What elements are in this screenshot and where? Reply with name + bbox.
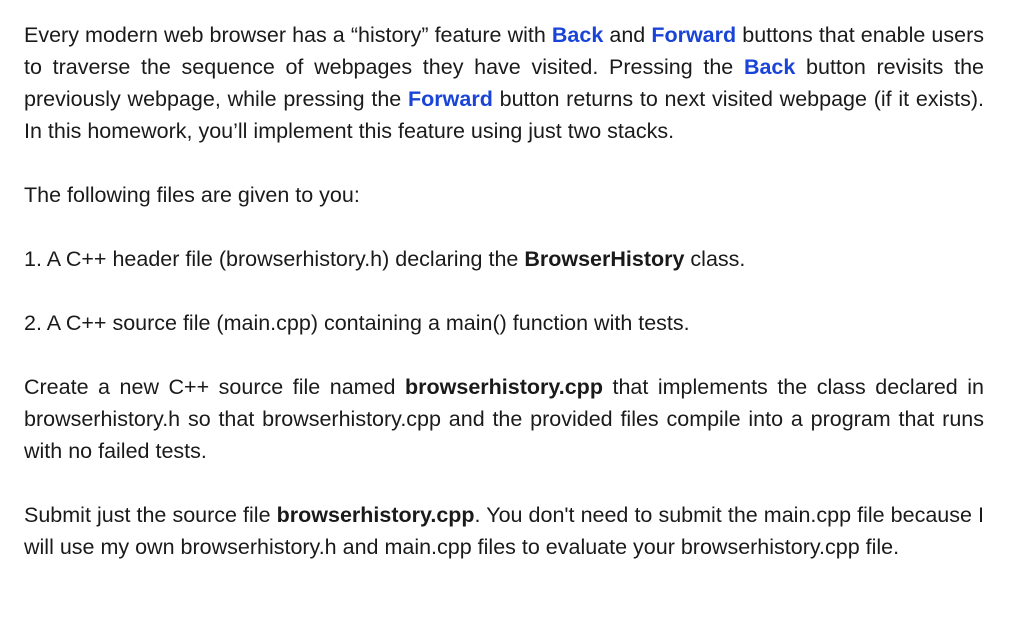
forward-keyword: Forward	[651, 23, 737, 47]
file-item-1	[24, 243, 984, 275]
create-text-2: that implements the class declared in browserhistory.h so that browserhistory.cpp and the provided files compile into a program that runs with no failed tests.	[24, 375, 984, 463]
spacer	[24, 339, 984, 371]
submit-filename: browserhistory.cpp	[276, 503, 475, 527]
intro-text-4: button revisits the previously webpage, while pressing the	[24, 55, 984, 111]
intro-text-1: Every modern web browser has a “history” feature with	[24, 23, 552, 47]
submit-text-1: Submit just the source file	[24, 503, 277, 527]
intro-paragraph	[24, 19, 984, 147]
spacer	[24, 147, 984, 179]
back-keyword: Back	[551, 23, 604, 47]
intro-text-3: buttons that enable users to traverse the sequence of webpages they have visited. Pressing the	[24, 23, 984, 79]
item1-text-2: class.	[684, 247, 746, 271]
submit-text-2: . You don't need to submit the main.cpp file because I will use my own browserhistory.h and main.cpp files to evaluate your browserhistory.cpp file.	[24, 503, 984, 559]
submit-paragraph	[24, 499, 984, 563]
forward-keyword-2: Forward	[408, 87, 493, 111]
intro-text-2: and	[603, 23, 652, 47]
class-name: BrowserHistory	[524, 247, 685, 271]
intro-text-5: button returns to next visited webpage (if it exists). In this homework, you’ll implement this feature using just two stacks.	[24, 87, 984, 143]
source-filename: browserhistory.cpp	[405, 375, 603, 399]
create-paragraph	[24, 371, 984, 467]
spacer	[24, 275, 984, 307]
back-keyword-2: Back	[743, 55, 796, 79]
files-intro-paragraph: The following files are given to you:	[24, 183, 360, 207]
spacer	[24, 211, 984, 243]
create-text-1: Create a new C++ source file named	[24, 375, 406, 399]
item1-text-1: 1. A C++ header file (browserhistory.h) declaring the	[24, 247, 525, 271]
spacer	[24, 467, 984, 499]
file-item-2: 2. A C++ source file (main.cpp) containing a main() function with tests.	[24, 311, 690, 335]
